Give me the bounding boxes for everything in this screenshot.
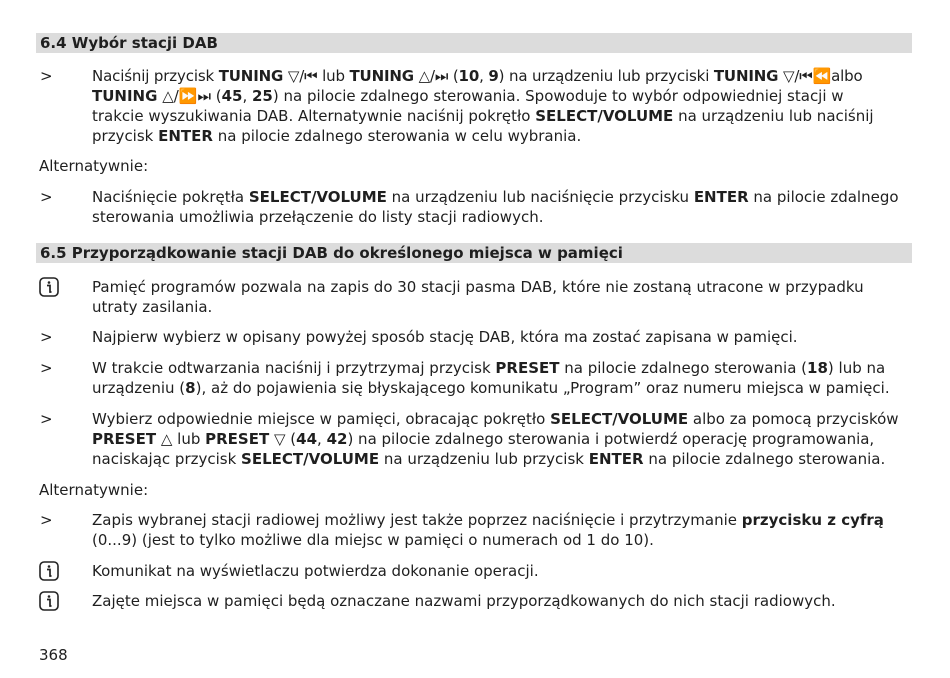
paragraph-5-line-1: Wybierz odpowiednie miejsce w pamięci, obracając pokrętło SELECT/VOLUME albo za pomocą przycisków	[92, 410, 899, 428]
info-note-2-line-1: Komunikat na wyświetlaczu potwierdza dokonanie operacji.	[92, 562, 539, 580]
paragraph-6-line-1: Zapis wybranej stacji radiowej możliwy jest także poprzez naciśnięcie i przytrzymanie przycisku z cyfrą	[92, 511, 884, 529]
paragraph-1-line-4: przycisk ENTER na pilocie zdalnego sterowania w celu wybrania.	[92, 127, 582, 145]
paragraph-2-line-1: Naciśnięcie pokrętła SELECT/VOLUME na urządzeniu lub naciśnięcie przycisku ENTER na pilocie zdalnego	[92, 188, 899, 206]
section-heading-6-4: 6.4 Wybór stacji DAB	[36, 33, 912, 53]
section-heading-6-5: 6.5 Przyporządkowanie stacji DAB do określonego miejsca w pamięci	[36, 243, 912, 263]
bullet-marker: >	[40, 511, 53, 529]
info-note-1-line-2: utraty zasilania.	[92, 298, 213, 316]
bullet-marker: >	[40, 188, 53, 206]
page-number: 368	[39, 646, 68, 664]
info-note-1-line-1: Pamięć programów pozwala na zapis do 30 stacji pasma DAB, które nie zostaną utracone w przypadku	[92, 278, 864, 296]
info-note-3-line-1: Zajęte miejsca w pamięci będą oznaczane nazwami przyporządkowanych do nich stacji radiowych.	[92, 592, 836, 610]
paragraph-1-line-1: Naciśnij przycisk TUNING ▽/⏮ lub TUNING △/⏭ (10, 9) na urządzeniu lub przyciski TUNING ▽/⏮⏪albo	[92, 67, 863, 85]
paragraph-4-line-2: urządzeniu (8), aż do pojawienia się błyskającego komunikatu „Program” oraz numeru miejsca w pamięci.	[92, 379, 890, 397]
paragraph-6-line-2: (0...9) (jest to tylko możliwe dla miejsc w pamięci o numerach od 1 do 10).	[92, 531, 654, 549]
paragraph-5-line-2: PRESET △ lub PRESET ▽ (44, 42) na pilocie zdalnego sterowania i potwierdź operację programowania,	[92, 430, 875, 448]
paragraph-5-line-3: naciskając przycisk SELECT/VOLUME na urządzeniu lub przycisk ENTER na pilocie zdalnego sterowania.	[92, 450, 886, 468]
info-icon	[39, 277, 59, 297]
paragraph-4-line-1: W trakcie odtwarzania naciśnij i przytrzymaj przycisk PRESET na pilocie zdalnego sterowania (18) lub na	[92, 359, 886, 377]
paragraph-1-line-3: trakcie wyszukiwania DAB. Alternatywnie naciśnij pokrętło SELECT/VOLUME na urządzeniu lub naciśnij	[92, 107, 874, 125]
alternative-label-2: Alternatywnie:	[39, 481, 149, 499]
info-icon	[39, 561, 59, 581]
alternative-label-1: Alternatywnie:	[39, 157, 149, 175]
bullet-marker: >	[40, 67, 53, 85]
bullet-marker: >	[40, 359, 53, 377]
bullet-marker: >	[40, 328, 53, 346]
info-icon	[39, 591, 59, 611]
paragraph-1-line-2: TUNING △/⏩⏭ (45, 25) na pilocie zdalnego sterowania. Spowoduje to wybór odpowiedniej stacji w	[92, 87, 844, 105]
bullet-marker: >	[40, 410, 53, 428]
paragraph-2-line-2: sterowania umożliwia przełączenie do listy stacji radiowych.	[92, 208, 544, 226]
paragraph-3-line-1: Najpierw wybierz w opisany powyżej sposób stację DAB, która ma zostać zapisana w pamięci.	[92, 328, 798, 346]
